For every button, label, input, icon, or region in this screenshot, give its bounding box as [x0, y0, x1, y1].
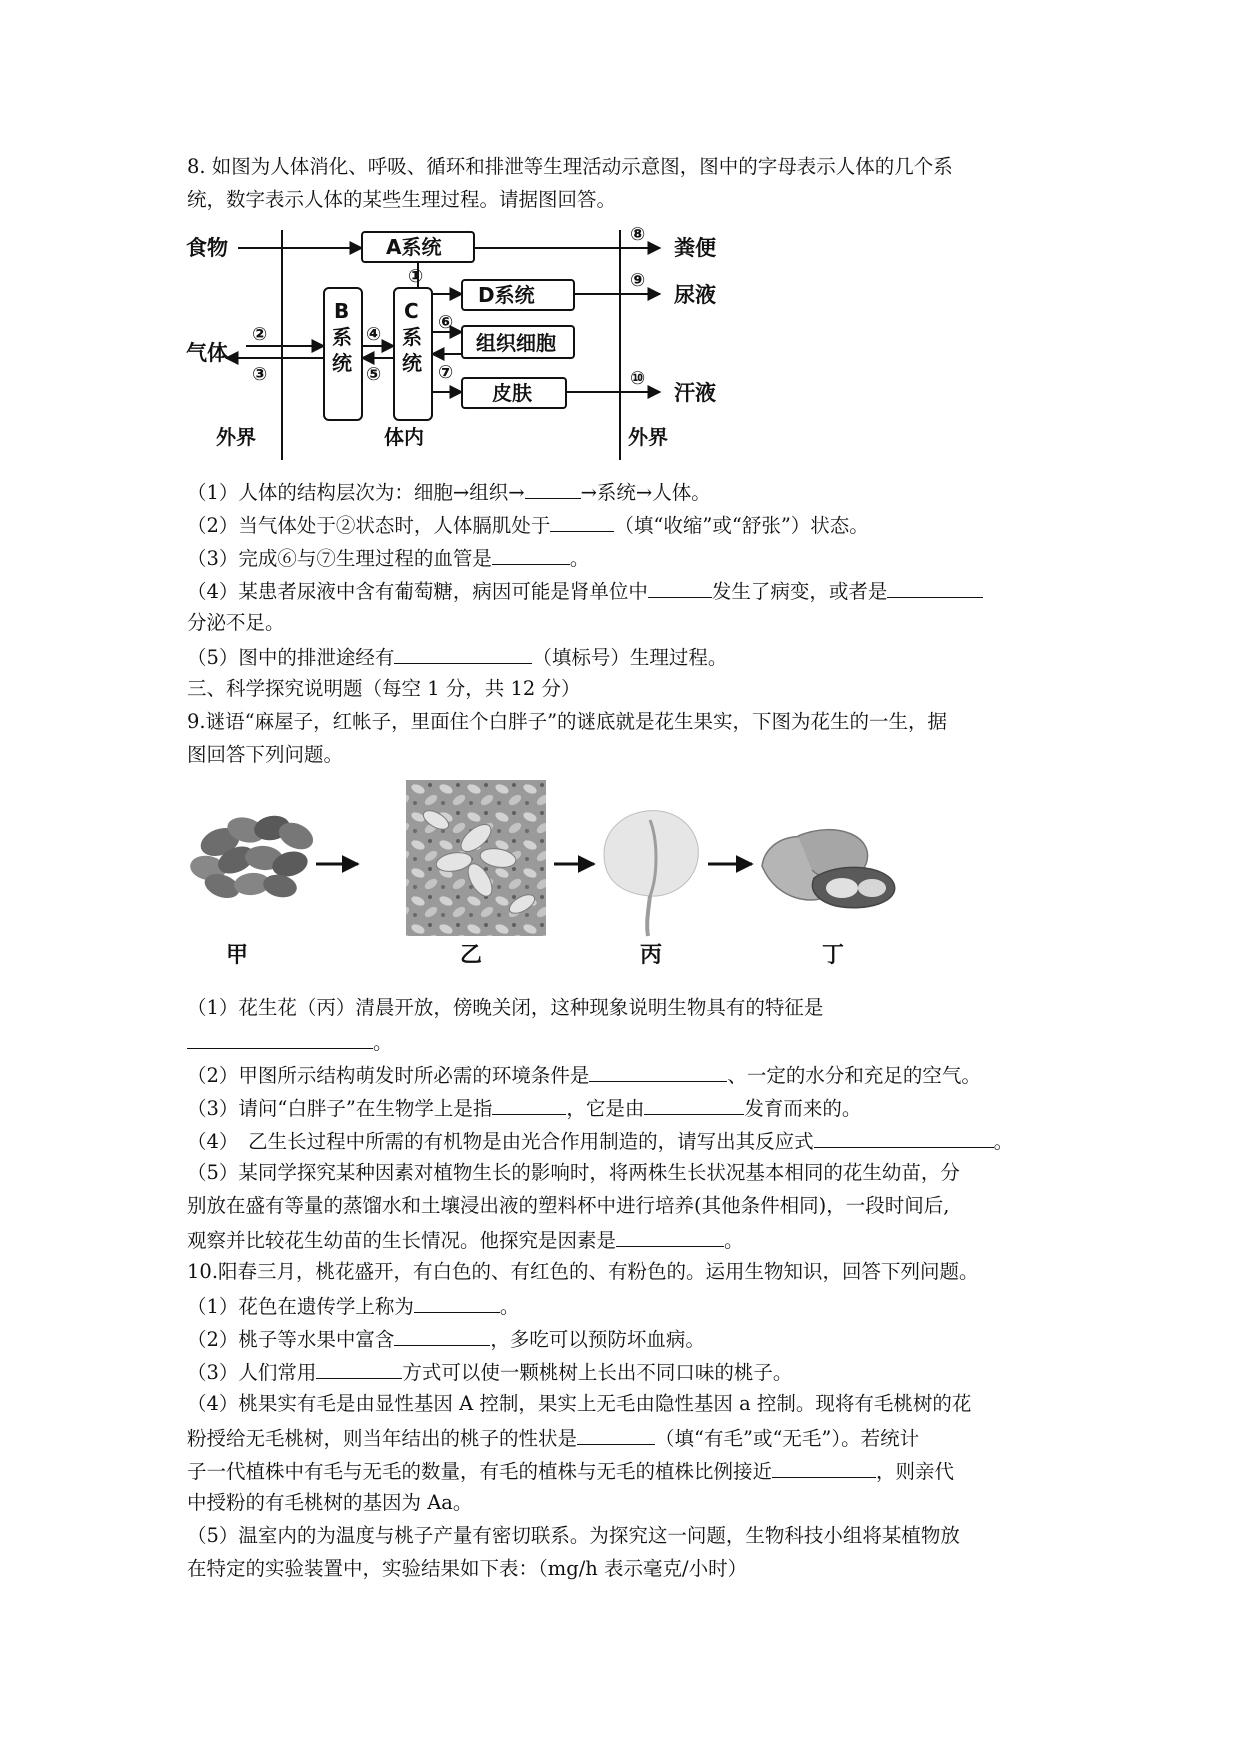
q10-sub4-text-d: 子一代植株中有毛与无毛的数量，有毛的植株与无毛的植株比例接近 — [187, 1460, 773, 1483]
process-8-label: ⑧ — [630, 224, 646, 245]
tissue-cells-label: 组织细胞 — [476, 331, 556, 355]
process-1-label: ① — [408, 266, 424, 287]
q10-sub3 — [187, 1358, 792, 1386]
d-system-label: D系统 — [478, 283, 535, 307]
q8-sub1-blank[interactable] — [525, 478, 581, 499]
food-label: 食物 — [186, 236, 228, 260]
q8-sub4-text-b: 发生了病变，或者是 — [711, 580, 888, 603]
q9-sub1-cont — [187, 1028, 393, 1056]
q10-sub1-text-a: （1）花色在遗传学上称为 — [187, 1295, 414, 1318]
skin-label: 皮肤 — [492, 381, 532, 405]
q10-sub1-text-b: 。 — [499, 1295, 520, 1318]
q8-intro-line2: 统，数字表示人体的某些生理过程。请据图回答。 — [187, 188, 617, 211]
urine-label: 尿液 — [674, 283, 716, 307]
q9-sub2-text-b: 、一定的水分和充足的空气。 — [727, 1064, 981, 1087]
q8-sub3-text-a: （3）完成⑥与⑦生理过程的血管是 — [187, 547, 492, 570]
q8-sub5-text-a: （5）图中的排泄途经有 — [187, 646, 395, 669]
q10-sub5-line1: （5）温室内的为温度与桃子产量有密切联系。为探究这一问题，生物科技小组将某植物放 — [187, 1524, 960, 1547]
outside-left-label: 外界 — [216, 425, 256, 449]
q9-intro-line2: 图回答下列问题。 — [187, 743, 344, 766]
process-4-label: ④ — [366, 324, 382, 345]
label-bing: 丙 — [640, 943, 663, 968]
q9-sub1-text-b: 。 — [373, 1031, 393, 1054]
q9-sub3 — [187, 1094, 861, 1122]
a-system-label: A系统 — [386, 235, 442, 259]
q8-sub2 — [187, 511, 869, 539]
q8-sub4-cont: 分泌不足。 — [187, 611, 285, 634]
gas-label: 气体 — [186, 341, 228, 365]
q8-sub3-blank[interactable] — [492, 544, 570, 565]
q8-sub2-text-b: （填“收缩”或“舒张”）状态。 — [614, 514, 869, 537]
peanut-life-cycle-figure — [186, 780, 946, 970]
label-yi: 乙 — [460, 943, 483, 968]
q10-sub4-line4: 中授粉的有毛桃树的基因为 Aa。 — [187, 1491, 473, 1514]
q10-sub3-blank[interactable] — [316, 1358, 402, 1379]
c-system-label-1: C — [404, 299, 419, 323]
q9-sub3-blank1[interactable] — [492, 1094, 566, 1115]
q8-sub2-text-a: （2）当气体处于②状态时，人体膈肌处于 — [187, 514, 551, 537]
physiology-diagram — [186, 222, 746, 470]
q8-sub5-text-b: （填标号）生理过程。 — [532, 646, 728, 669]
q10-sub4-text-e: ，则亲代 — [876, 1460, 955, 1483]
c-system-label-3: 统 — [402, 351, 422, 375]
peanut-seedling-image — [406, 780, 546, 936]
process-10-label: ⑩ — [630, 368, 646, 389]
q9-sub5-text-d: 。 — [724, 1229, 744, 1252]
q9-sub3-blank2[interactable] — [644, 1094, 744, 1115]
section3-heading: 三、科学探究说明题（每空 1 分，共 12 分） — [187, 677, 581, 700]
q9-sub2 — [187, 1061, 981, 1089]
inside-label: 体内 — [384, 425, 424, 449]
process-5-label: ⑤ — [366, 364, 382, 385]
c-system-label-2: 系 — [402, 325, 422, 349]
b-system-label-2: 系 — [332, 325, 352, 349]
q10-sub4-text-b: 粉授给无毛桃树，则当年结出的桃子的性状是 — [187, 1427, 578, 1450]
q9-sub5-line2: 别放在盛有等量的蒸馏水和土壤浸出液的塑料杯中进行培养(其他条件相同)，一段时间后, — [187, 1194, 950, 1217]
q8-sub3 — [187, 544, 589, 572]
q10-sub1-blank[interactable] — [414, 1292, 500, 1313]
q10-sub4-blank1[interactable] — [577, 1424, 655, 1445]
q10-sub5-line2: 在特定的实验装置中，实验结果如下表：（mg/h 表示毫克/小时） — [187, 1557, 748, 1580]
outside-right-label: 外界 — [628, 425, 668, 449]
q9-sub5-blank[interactable] — [616, 1226, 724, 1247]
peanut-flower-image — [604, 811, 698, 936]
q8-sub4-text-a: （4）某患者尿液中含有葡萄糖，病因可能是肾单位中 — [187, 580, 648, 603]
q10-sub1 — [187, 1292, 519, 1320]
process-3-label: ③ — [252, 364, 268, 385]
q8-intro-line1: 8. 如图为人体消化、呼吸、循环和排泄等生理活动示意图，图中的字母表示人体的几个系 — [187, 155, 953, 178]
peanut-seeds-image — [188, 813, 317, 902]
q8-sub5-blank[interactable] — [394, 643, 532, 664]
q9-sub3-text-b: ，它是由 — [566, 1097, 645, 1120]
q8-sub1-text-a: （1）人体的结构层次为：细胞→组织→ — [187, 481, 525, 504]
q9-sub2-blank[interactable] — [589, 1061, 727, 1082]
q8-sub4 — [187, 577, 983, 605]
q10-sub4-blank2[interactable] — [772, 1457, 876, 1478]
q10-intro: 10.阳春三月，桃花盛开，有白色的、有红色的、有粉色的。运用生物知识，回答下列问题。 — [187, 1260, 979, 1283]
q10-sub2-blank[interactable] — [394, 1325, 490, 1346]
q10-sub3-text-a: （3）人们常用 — [187, 1361, 317, 1384]
q9-sub5-line3 — [187, 1226, 744, 1254]
q10-sub4-line2 — [187, 1424, 919, 1452]
peanut-fruit-image — [762, 830, 895, 908]
q10-sub4-line3 — [187, 1457, 954, 1485]
q8-sub1 — [187, 478, 711, 506]
q10-sub3-text-b: 方式可以使一颗桃树上长出不同口味的桃子。 — [402, 1361, 793, 1384]
process-9-label: ⑨ — [630, 270, 646, 291]
q8-sub4-blank1[interactable] — [648, 577, 712, 598]
q9-sub4-text-a: （4） 乙生长过程中所需的有机物是由光合作用制造的，请写出其反应式 — [187, 1130, 814, 1153]
q9-intro-line1: 9.谜语“麻屋子，红帐子，里面住个白胖子”的谜底就是花生果实，下图为花生的一生，据 — [187, 710, 948, 733]
q8-sub2-blank[interactable] — [550, 511, 614, 532]
process-6-label: ⑥ — [438, 312, 454, 333]
q9-sub4 — [187, 1127, 1013, 1155]
label-jia: 甲 — [226, 943, 249, 968]
q8-sub4-blank2[interactable] — [887, 577, 983, 598]
q10-sub2-text-a: （2）桃子等水果中富含 — [187, 1328, 395, 1351]
process-7-label: ⑦ — [438, 362, 454, 383]
q9-sub3-text-a: （3）请问“白胖子”在生物学上是指 — [187, 1097, 493, 1120]
q8-sub5 — [187, 643, 727, 671]
feces-label: 粪便 — [674, 236, 716, 260]
q8-sub1-text-b: →系统→人体。 — [580, 481, 711, 504]
q8-sub3-text-b: 。 — [569, 547, 590, 570]
q10-sub4-line1: （4）桃果实有毛是由显性基因 A 控制，果实上无毛由隐性基因 a 控制。现将有毛桃树的花 — [187, 1392, 972, 1415]
q10-sub2 — [187, 1325, 705, 1353]
sweat-label: 汗液 — [674, 381, 716, 405]
process-2-label: ② — [252, 324, 268, 345]
q9-sub1: （1）花生花（丙）清晨开放，傍晚关闭，这种现象说明生物具有的特征是 — [187, 996, 824, 1019]
b-system-label-1: B — [334, 299, 350, 323]
q9-sub1-blank[interactable] — [187, 1028, 373, 1049]
q9-sub5-line1: （5）某同学探究某种因素对植物生长的影响时，将两株生长状况基本相同的花生幼苗，分 — [187, 1161, 960, 1184]
q9-sub4-text-b: 。 — [993, 1130, 1014, 1153]
q9-sub5-text-c: 观察并比较花生幼苗的生长情况。他探究是因素是 — [187, 1229, 617, 1252]
q9-sub3-text-c: 发育而来的。 — [744, 1097, 862, 1120]
b-system-label-3: 统 — [332, 351, 352, 375]
label-ding: 丁 — [822, 943, 845, 968]
q9-sub4-blank[interactable] — [814, 1127, 994, 1148]
q10-sub4-text-c: （填“有毛”或“无毛”）。若统计 — [655, 1427, 920, 1450]
q9-sub2-text-a: （2）甲图所示结构萌发时所必需的环境条件是 — [187, 1064, 590, 1087]
q10-sub2-text-b: ，多吃可以预防坏血病。 — [490, 1328, 705, 1351]
